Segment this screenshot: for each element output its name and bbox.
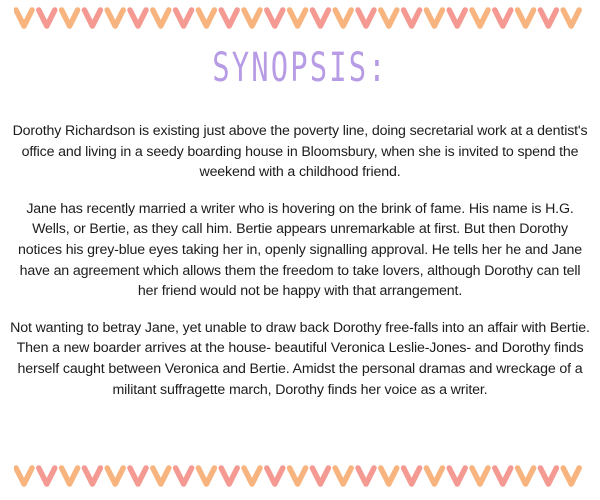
chevron-mark <box>449 468 465 484</box>
chevron-mark <box>472 10 488 26</box>
chevron-mark <box>472 468 488 484</box>
chevron-mark <box>540 468 556 484</box>
chevron-mark <box>358 468 374 484</box>
synopsis-body <box>10 121 590 416</box>
chevron-mark <box>130 468 146 484</box>
synopsis-paragraph-2: Jane has recently married a writer who is hovering on the brink of fame. His name is H.G. Wells, or Bertie, as they call him. Bertie appears unremarkable at first. But then Dorothy notices his grey-blue eyes taking her in, openly signalling approval. He tells her he and Jane have an agreement which allows them the freedom to take lovers, although Dorothy can tell her friend would not be happy with that arrangement. <box>18 200 582 300</box>
chevron-mark <box>358 10 374 26</box>
chevron-mark <box>62 10 78 26</box>
page-title: SYNOPSIS: <box>212 45 388 91</box>
chevron-mark <box>221 468 237 484</box>
chevron-mark <box>495 10 511 26</box>
chevron-mark <box>176 468 192 484</box>
chevron-mark <box>221 10 237 26</box>
chevron-mark <box>290 468 306 484</box>
chevron-mark <box>404 10 420 26</box>
chevron-mark <box>130 10 146 26</box>
chevron-mark <box>267 468 283 484</box>
chevron-mark <box>426 468 442 484</box>
chevron-mark <box>153 468 169 484</box>
bottom-chevron-border <box>14 464 586 488</box>
chevron-mark <box>244 468 260 484</box>
chevron-mark <box>381 468 397 484</box>
chevron-pattern-icon <box>14 6 586 30</box>
chevron-mark <box>312 468 328 484</box>
synopsis-paragraph-1: Dorothy Richardson is existing just above the poverty line, doing secretarial work at a dentist's office and living in a seedy boarding house in Bloomsbury, when she is invited to spend the weekend with a childhood friend. <box>12 123 588 181</box>
chevron-mark <box>198 10 214 26</box>
chevron-mark <box>153 10 169 26</box>
chevron-mark <box>335 10 351 26</box>
chevron-mark <box>426 10 442 26</box>
chevron-mark <box>563 468 579 484</box>
chevron-mark <box>16 10 32 26</box>
chevron-mark <box>198 468 214 484</box>
chevron-mark <box>404 468 420 484</box>
chevron-mark <box>62 468 78 484</box>
chevron-mark <box>39 10 55 26</box>
chevron-mark <box>563 10 579 26</box>
chevron-pattern-icon <box>14 464 586 488</box>
chevron-mark <box>518 10 534 26</box>
chevron-mark <box>107 468 123 484</box>
chevron-mark <box>84 10 100 26</box>
chevron-mark <box>518 468 534 484</box>
chevron-mark <box>16 468 32 484</box>
chevron-mark <box>84 468 100 484</box>
chevron-mark <box>495 468 511 484</box>
chevron-mark <box>267 10 283 26</box>
top-chevron-border <box>14 6 586 30</box>
chevron-mark <box>540 10 556 26</box>
chevron-mark <box>335 468 351 484</box>
synopsis-paragraph-3: Not wanting to betray Jane, yet unable to draw back Dorothy free-falls into an affair with Bertie. Then a new boarder arrives at the house- beautiful Veronica Leslie-Jones- and Dorothy finds herself caught between Veronica and Bertie. Amidst the personal dramas and wreckage of a militant suffragette march, Dorothy finds her voice as a writer. <box>10 319 590 398</box>
chevron-mark <box>290 10 306 26</box>
chevron-mark <box>39 468 55 484</box>
chevron-mark <box>449 10 465 26</box>
chevron-mark <box>107 10 123 26</box>
chevron-mark <box>176 10 192 26</box>
chevron-mark <box>244 10 260 26</box>
chevron-mark <box>381 10 397 26</box>
chevron-mark <box>312 10 328 26</box>
